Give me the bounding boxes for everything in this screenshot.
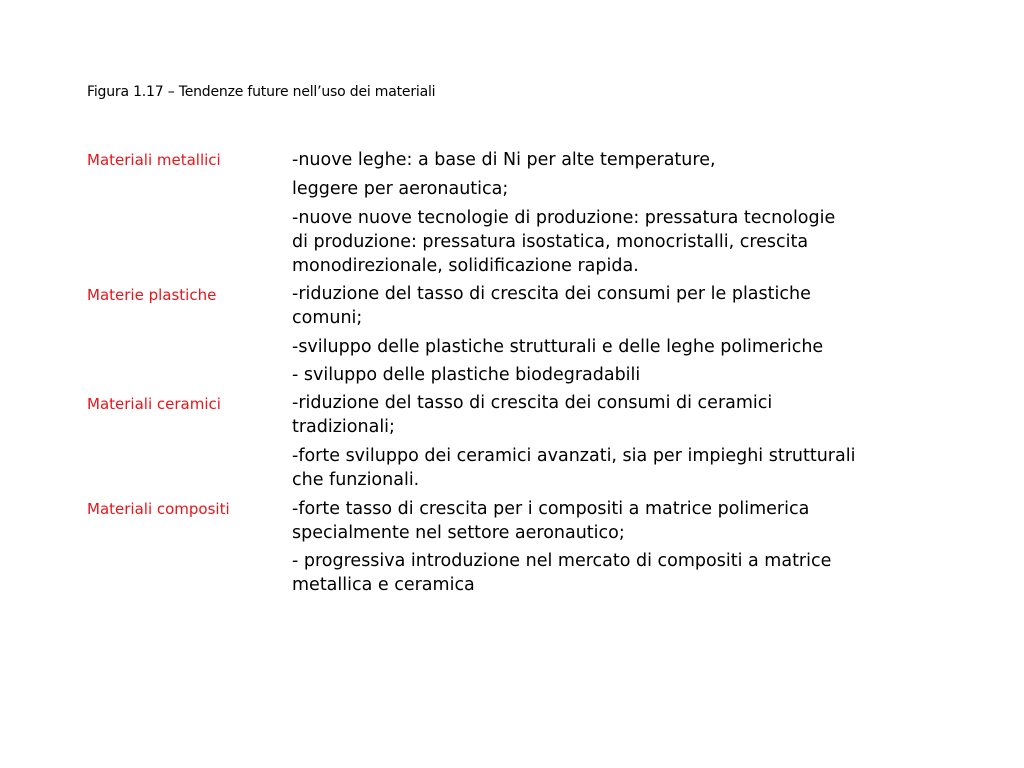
trend-item	[292, 497, 942, 545]
trend-item	[292, 206, 942, 278]
trend-item	[292, 549, 942, 597]
trend-line: - sviluppo delle plastiche biodegradabili	[292, 365, 641, 385]
category-label-plastiche: Materie plastiche	[87, 286, 217, 304]
trend-item	[292, 444, 942, 492]
trend-line: leggere per aeronautica;	[292, 179, 509, 199]
trend-line: di produzione: pressatura isostatica, monocristalli, crescita	[292, 232, 809, 252]
trend-item	[292, 177, 942, 201]
trend-line: -riduzione del tasso di crescita dei consumi di ceramici	[292, 393, 773, 413]
category-label-compositi: Materiali compositi	[87, 500, 230, 518]
trend-item	[292, 391, 942, 439]
trend-line: che funzionali.	[292, 470, 420, 490]
category-label-metallici: Materiali metallici	[87, 151, 221, 169]
trend-line: -forte tasso di crescita per i compositi a matrice polimerica	[292, 499, 810, 519]
trend-item	[292, 282, 942, 330]
trend-line: -sviluppo delle plastiche strutturali e delle leghe polimeriche	[292, 337, 824, 357]
trend-line: metallica e ceramica	[292, 575, 475, 595]
trend-item	[292, 335, 942, 359]
trend-line: monodirezionale, solidificazione rapida.	[292, 256, 639, 276]
category-label-ceramici: Materiali ceramici	[87, 395, 221, 413]
figure-caption: Figura 1.17 – Tendenze future nell’uso dei materiali	[87, 84, 436, 100]
trend-line: -riduzione del tasso di crescita dei consumi per le plastiche	[292, 284, 811, 304]
trend-line: tradizionali;	[292, 417, 395, 437]
trend-line: -nuove leghe: a base di Ni per alte temperature,	[292, 150, 716, 170]
trend-item	[292, 363, 942, 387]
trend-line: -nuove nuove tecnologie di produzione: pressatura tecnologie	[292, 208, 836, 228]
trend-line: -forte sviluppo dei ceramici avanzati, sia per impieghi strutturali	[292, 446, 856, 466]
trend-line: specialmente nel settore aeronautico;	[292, 523, 625, 543]
trend-line: comuni;	[292, 308, 363, 328]
trend-line: - progressiva introduzione nel mercato di compositi a matrice	[292, 551, 832, 571]
trend-item	[292, 148, 942, 172]
